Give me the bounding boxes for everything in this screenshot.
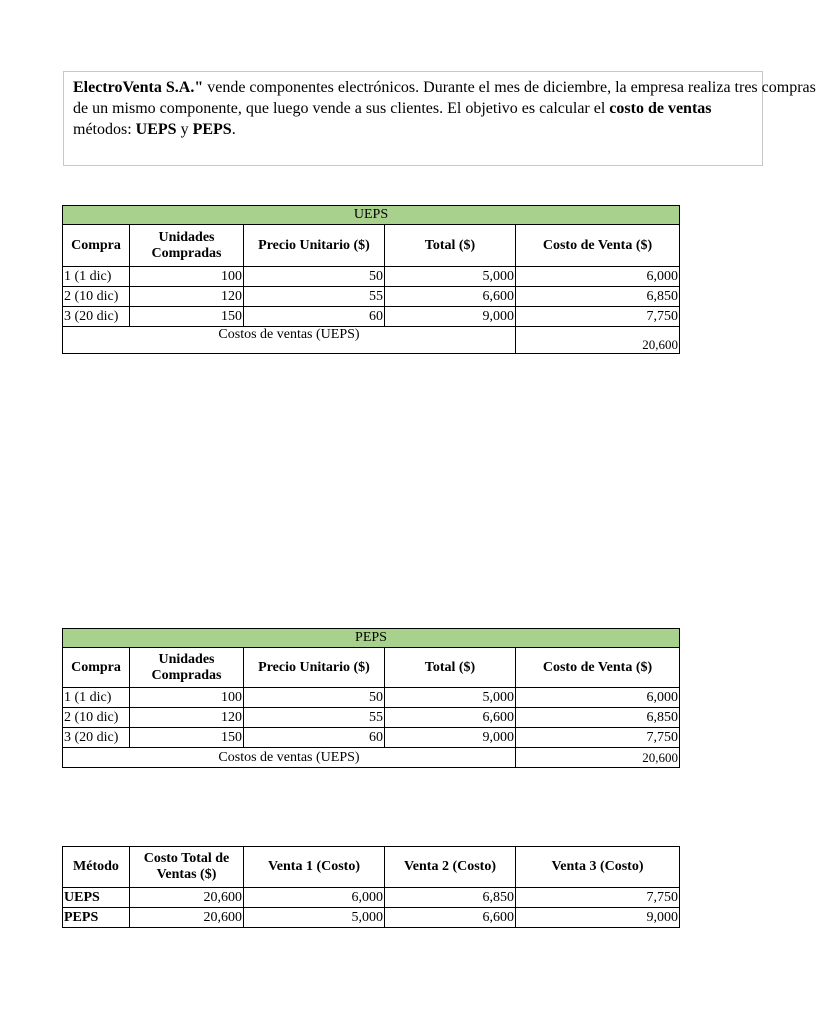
comp-header-venta-2: Venta 2 (Costo) <box>385 847 516 888</box>
ueps-cell[interactable]: 60 <box>244 307 385 327</box>
comp-cell[interactable]: 9,000 <box>516 908 680 928</box>
ueps-cell[interactable]: 5,000 <box>385 267 516 287</box>
peps-cell[interactable]: 55 <box>244 708 385 728</box>
ueps-cell[interactable]: 2 (10 dic) <box>63 287 130 307</box>
peps-cell[interactable]: 7,750 <box>516 728 680 748</box>
comp-cell[interactable]: 5,000 <box>244 908 385 928</box>
ueps-cell[interactable]: 150 <box>130 307 244 327</box>
peps-cell[interactable]: 120 <box>130 708 244 728</box>
comp-header-venta-1: Venta 1 (Costo) <box>244 847 385 888</box>
ueps-cell[interactable]: 1 (1 dic) <box>63 267 130 287</box>
company-name: ElectroVenta S.A." <box>73 79 204 96</box>
comp-cell[interactable]: 7,750 <box>516 888 680 908</box>
intro-text-2: de un mismo componente, que luego vende a sus clientes. El objetivo es calcular el <box>73 100 610 117</box>
peps-cell[interactable]: 9,000 <box>385 728 516 748</box>
intro-line-2 <box>73 98 753 119</box>
comp-cell[interactable]: 20,600 <box>130 908 244 928</box>
table-row <box>63 267 680 287</box>
peps-summary-value[interactable]: 20,600 <box>516 748 680 768</box>
ueps-banner: UEPS <box>63 206 680 225</box>
table-row <box>63 307 680 327</box>
ueps-header-total: Total ($) <box>385 225 516 267</box>
peps-cell[interactable]: 6,000 <box>516 688 680 708</box>
ueps-cell[interactable]: 6,850 <box>516 287 680 307</box>
intro-line-1 <box>73 77 816 98</box>
comparison-table <box>62 846 680 928</box>
table-row <box>63 287 680 307</box>
method-ueps-label: UEPS <box>135 121 177 138</box>
ueps-cell[interactable]: 120 <box>130 287 244 307</box>
intro-text-4: y <box>176 121 193 138</box>
ueps-summary-value[interactable]: 20,600 <box>516 327 680 354</box>
method-peps-label: PEPS <box>192 121 232 138</box>
comp-header-venta-3: Venta 3 (Costo) <box>516 847 680 888</box>
peps-cell[interactable]: 50 <box>244 688 385 708</box>
ueps-summary-label[interactable]: Costos de ventas (UEPS) <box>63 327 516 354</box>
ueps-cell[interactable]: 7,750 <box>516 307 680 327</box>
ueps-cell[interactable]: 50 <box>244 267 385 287</box>
ueps-cell[interactable]: 9,000 <box>385 307 516 327</box>
comp-cell[interactable]: 6,600 <box>385 908 516 928</box>
comp-cell[interactable]: 6,850 <box>385 888 516 908</box>
peps-header-compra: Compra <box>63 648 130 688</box>
intro-textbox <box>63 71 816 166</box>
peps-cell[interactable]: 6,850 <box>516 708 680 728</box>
peps-cell[interactable]: 5,000 <box>385 688 516 708</box>
peps-header-unidades: Unidades Compradas <box>130 648 244 688</box>
intro-text-5: . <box>231 121 236 138</box>
peps-cell[interactable]: 60 <box>244 728 385 748</box>
ueps-cell[interactable]: 100 <box>130 267 244 287</box>
comp-header-costo-total: Costo Total de Ventas ($) <box>130 847 244 888</box>
peps-header-precio: Precio Unitario ($) <box>244 648 385 688</box>
ueps-cell[interactable]: 55 <box>244 287 385 307</box>
ueps-header-unidades: Unidades Compradas <box>130 225 244 267</box>
ueps-cell[interactable]: 6,000 <box>516 267 680 287</box>
ueps-cell[interactable]: 6,600 <box>385 287 516 307</box>
table-row <box>63 708 680 728</box>
table-row <box>63 888 680 908</box>
comp-cell[interactable]: PEPS <box>63 908 130 928</box>
ueps-header-precio: Precio Unitario ($) <box>244 225 385 267</box>
ueps-cell[interactable]: 3 (20 dic) <box>63 307 130 327</box>
peps-banner: PEPS <box>63 629 680 648</box>
ueps-table <box>62 205 680 354</box>
peps-cell[interactable]: 150 <box>130 728 244 748</box>
peps-table <box>62 628 680 768</box>
peps-cell[interactable]: 6,600 <box>385 708 516 728</box>
intro-line-3 <box>73 119 753 140</box>
peps-cell[interactable]: 1 (1 dic) <box>63 688 130 708</box>
table-row <box>63 688 680 708</box>
peps-cell[interactable]: 3 (20 dic) <box>63 728 130 748</box>
peps-summary-label[interactable]: Costos de ventas (UEPS) <box>63 748 516 768</box>
peps-cell[interactable]: 100 <box>130 688 244 708</box>
comp-header-metodo: Método <box>63 847 130 888</box>
ueps-header-costo: Costo de Venta ($) <box>516 225 680 267</box>
comp-cell[interactable]: 6,000 <box>244 888 385 908</box>
intro-text-1: vende componentes electrónicos. Durante el mes de diciembre, la empresa realiza tres compras <box>203 79 816 96</box>
intro-emphasis: costo de ventas <box>609 100 712 117</box>
ueps-header-compra: Compra <box>63 225 130 267</box>
intro-text-3: métodos: <box>73 121 136 138</box>
comp-cell[interactable]: UEPS <box>63 888 130 908</box>
table-row <box>63 908 680 928</box>
peps-cell[interactable]: 2 (10 dic) <box>63 708 130 728</box>
comp-cell[interactable]: 20,600 <box>130 888 244 908</box>
table-row <box>63 728 680 748</box>
peps-header-total: Total ($) <box>385 648 516 688</box>
peps-header-costo: Costo de Venta ($) <box>516 648 680 688</box>
